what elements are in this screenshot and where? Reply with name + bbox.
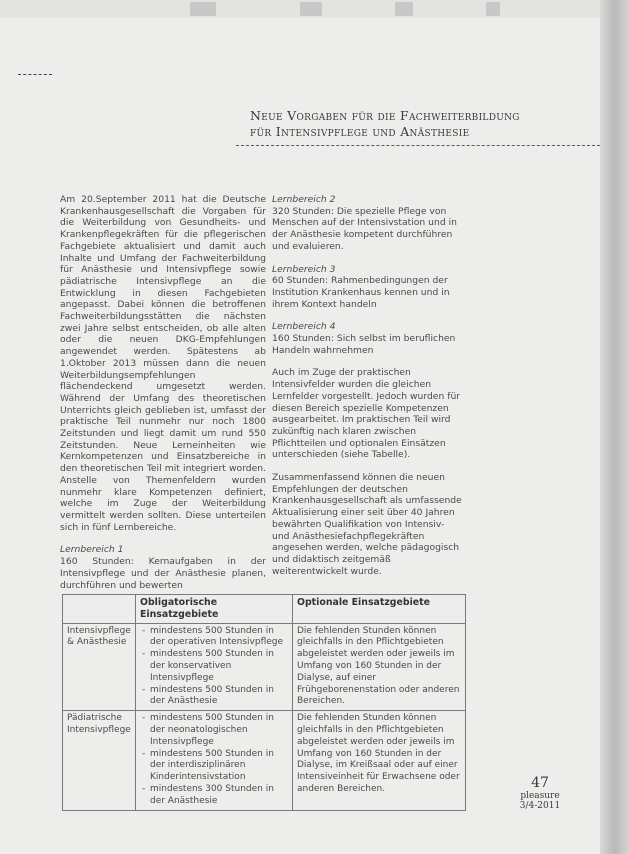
headline-line-1: Neue Vorgaben für die Fachweiterbildung — [250, 108, 520, 123]
lernbereich-1 — [60, 544, 266, 591]
table-cell-obligatory — [136, 623, 293, 711]
einsatzgebiete-table — [62, 594, 466, 811]
table-row — [63, 711, 466, 810]
list-item: - mindestens 300 Stunden in der Anästhesie — [150, 784, 288, 808]
table-header-empty — [63, 595, 136, 624]
table-header-row — [63, 595, 466, 624]
practice-paragraph: Auch im Zuge der praktischen Intensivfelder wurden die gleichen Lernfelder vorgestellt. Jedoch wurden für diesen Bereich spezielle Kompetenzen ausgearbeitet. Im praktischen Teil wird zukünftig nach klaren zwischen Pflichtteilen und optionalen Einsätzen unterschieden (siehe Tabelle). — [272, 367, 461, 461]
lernbereich-2 — [272, 194, 462, 253]
table-cell-area: Intensivpflege & Anästhesie — [63, 623, 136, 711]
lernbereich-3-text: 60 Stunden: Rahmenbedingungen der Institution Krankenhaus kennen und in ihrem Kontext handeln — [272, 275, 450, 310]
lernbereich-2-text: 320 Stunden: Die spezielle Pflege von Menschen auf der Intensivstation und in der Anästhesie kompetent durchführen und evaluieren. — [272, 205, 457, 252]
headline-rule — [236, 145, 600, 146]
table-row — [63, 623, 466, 711]
table-cell-optional: Die fehlenden Stunden können gleichfalls in den Pflichtgebieten abgeleistet werden oder jeweils im Umfang von 160 Stunden in der Dialyse, auf einer Frühgeborenenstation oder anderen Bereichen. — [293, 623, 466, 711]
summary-paragraph: Zusammenfassend können die neuen Empfehlungen der deutschen Krankenhausgesellschaft als umfassende Aktualisierung einer seit über 40 Jahren bewährten Qualifikation von Intensiv- und Anästhesiefachpflegekräften angesehen werden, welche pädagogisch und didaktisch zeitgemäß weiterentwickelt wurde. — [272, 472, 462, 577]
list-item: - mindestens 500 Stunden in der neonatologischen Intensivpflege — [150, 713, 288, 748]
page-footer — [515, 775, 565, 811]
left-column — [60, 194, 266, 602]
list-item: - mindestens 500 Stunden in der Anästhesie — [150, 685, 288, 709]
lernbereich-4 — [272, 321, 462, 356]
scan-tab — [395, 2, 413, 16]
lernbereich-2-title: Lernbereich 2 — [272, 194, 336, 205]
corner-mark — [18, 74, 52, 75]
magazine-name: pleasure — [520, 791, 560, 801]
intro-paragraph: Am 20.September 2011 hat die Deutsche Krankenhausgesellschaft die Vorgaben für die Weiterbildung von Gesundheits- und Krankenpflegekräften für die pflegerischen Fachgebiete aktualisiert und damit auch Inhalte und Umfang der Fachweiterbildung für Anästhesie und Intensivpflege sowie pädiatrische Intensivpflege an die Entwicklung in diesen Fachgebieten angepasst. Dabei können die betroffenen Fachweiterbildungsstätten die nächsten zwei Jahre selbst entscheiden, ob alle alten oder die neuen DKG-Empfehlungen angewendet werden. Spätestens ab 1.Oktober 2013 müssen dann die neuen Weiterbildungsempfehlungen flächendeckend umgesetzt werden. Während der Umfang des theoretischen Unterrichts gleich geblieben ist, umfasst der praktische Teil nunmehr nur noch 1800 Zeitstunden und liegt damit um rund 550 Zeitstunden. Neue Lerneinheiten wie Kernkompetenzen und Einsatzbereiche in den theoretischen Teil mit integriert worden. Anstelle von Themenfeldern wurden nunmehr klare Kompetenzen definiert, welche im Zuge der Weiterbildung vermittelt werden sollten. Diese unterteilen sich in fünf Lernbereiche. — [60, 194, 266, 533]
lernbereich-3-title: Lernbereich 3 — [272, 263, 336, 275]
table-header-optional: Optionale Einsatzgebiete — [293, 595, 466, 624]
list-item: - mindestens 500 Stunden in der operativen Intensivpflege — [150, 626, 288, 650]
scan-tab — [190, 2, 216, 16]
table-cell-optional: Die fehlenden Stunden können gleichfalls in den Pflichtgebieten abgeleistet werden oder jeweils im Umfang von 160 Stunden in der Dialyse, im Kreißsaal oder auf einer Intensiveinheit für Erwachsene oder anderen Bereichen. — [293, 711, 466, 810]
page-edge — [600, 0, 629, 854]
headline-line-2: für Intensivpflege und Anästhesie — [250, 124, 470, 139]
lernbereich-1-text: 160 Stunden: Kernaufgaben in der Intensivpflege und der Anästhesie planen, durchführen und bewerten — [60, 556, 266, 591]
lernbereich-3 — [272, 264, 462, 311]
issue-label: 3/4-2011 — [519, 801, 561, 811]
top-strip — [0, 0, 600, 18]
page-number: 47 — [531, 775, 549, 791]
table-cell-area: Pädiatrische Intensivpflege — [63, 711, 136, 810]
article-headline — [250, 108, 590, 140]
scan-tab — [300, 2, 322, 16]
right-column — [272, 194, 462, 588]
table-header-obligatory: Obligatorische Einsatzgebiete — [136, 595, 293, 624]
lernbereich-1-title: Lernbereich 1 — [60, 544, 124, 556]
lernbereich-4-text: 160 Stunden: Sich selbst im beruflichen Handeln wahrnehmen — [272, 333, 456, 356]
lernbereich-4-title: Lernbereich 4 — [272, 321, 336, 333]
table-cell-obligatory — [136, 711, 293, 810]
list-item: - mindestens 500 Stunden in der interdisziplinären Kinderintensivstation — [150, 749, 288, 784]
scan-tab — [486, 2, 500, 16]
list-item: - mindestens 500 Stunden in der konservativen Intensivpflege — [150, 649, 288, 684]
